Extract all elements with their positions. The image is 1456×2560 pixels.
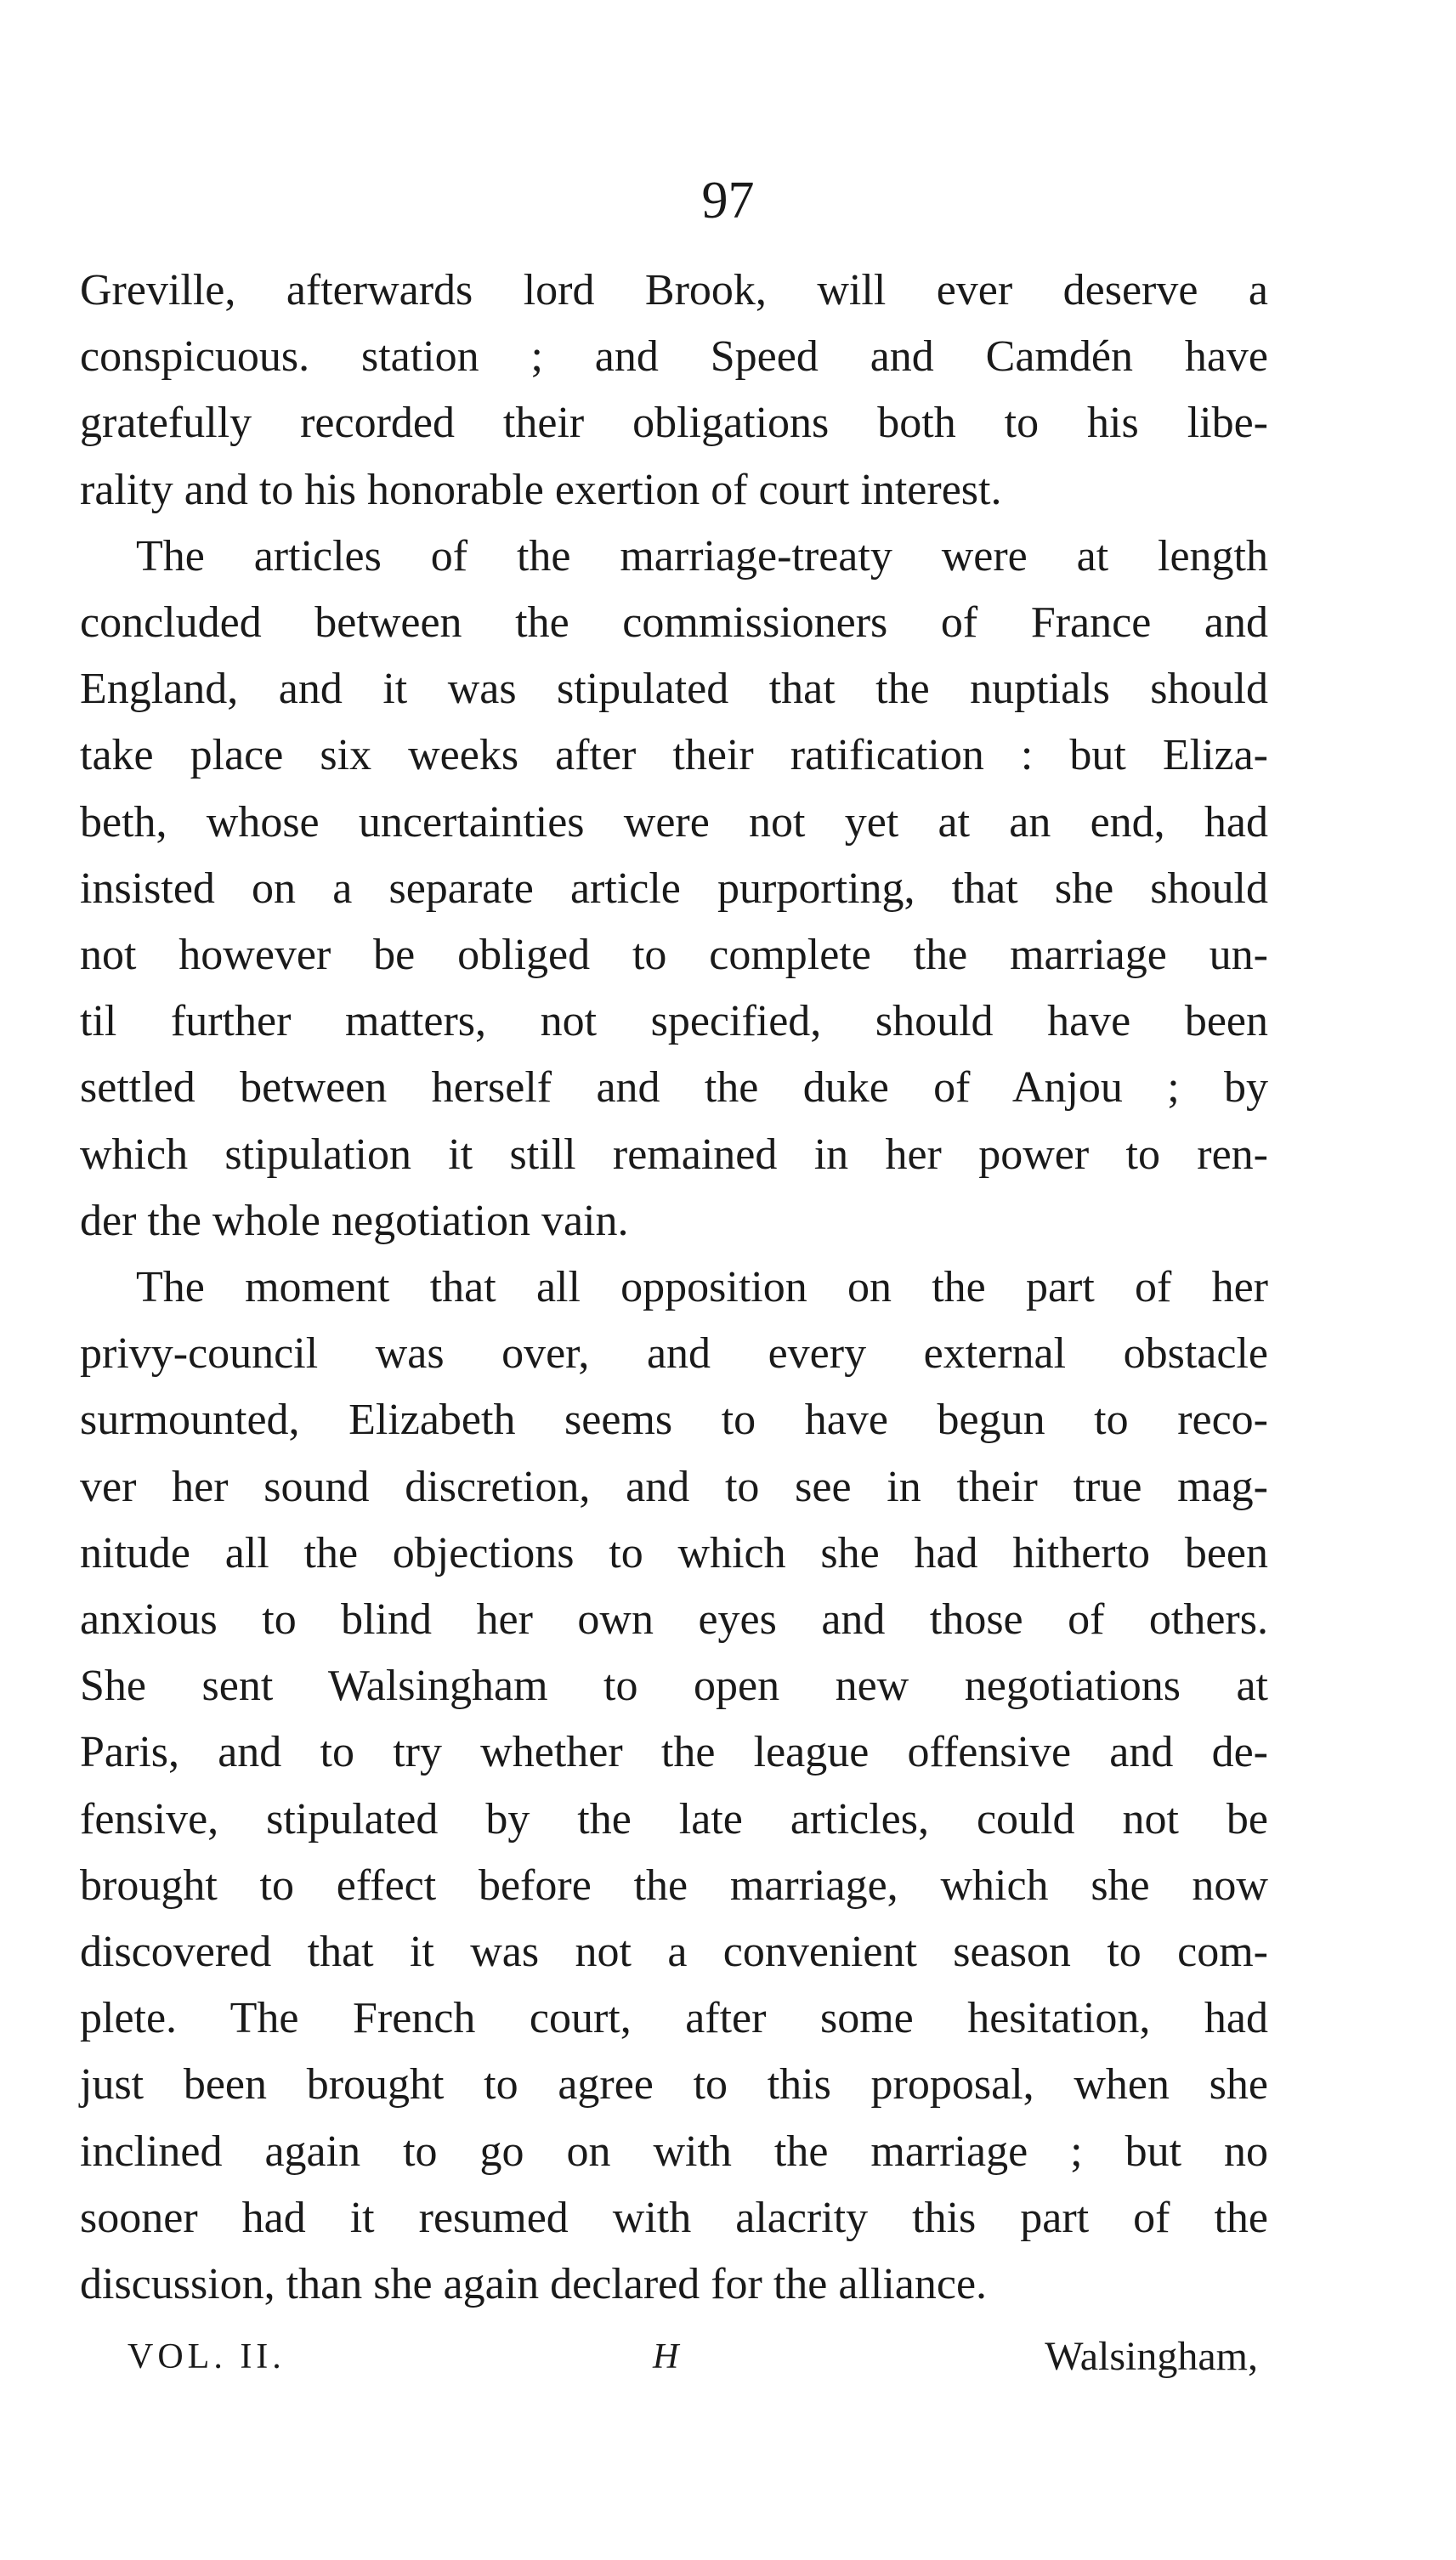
text-line: nitude all the objections to which she had hitherto been: [80, 1528, 1268, 1577]
text-line: til further matters, not specified, should have been: [80, 997, 1268, 1046]
page-number: 97: [701, 172, 755, 229]
text-line: discovered that it was not a convenient season to com-: [80, 1928, 1268, 1977]
paragraph: [80, 1255, 1268, 2318]
text-line: which stipulation it still remained in her power to ren-: [80, 1130, 1268, 1179]
text-line: discussion, than she again declared for the alliance.: [80, 2260, 988, 2309]
paragraph: [80, 524, 1268, 1255]
text-line: brought to effect before the marriage, which she now: [80, 1861, 1268, 1910]
text-line: beth, whose uncertainties were not yet at an end, had: [80, 797, 1268, 847]
volume-label: VOL. II.: [127, 2337, 286, 2376]
text-line: rality and to his honorable exertion of court interest.: [80, 465, 1002, 514]
text-line: The articles of the marriage-treaty were at length: [136, 531, 1268, 581]
text-line: sooner had it resumed with alacrity this part of the: [80, 2193, 1268, 2242]
text-line: privy-council was over, and every external obstacle: [80, 1329, 1268, 1379]
text-line: Greville, afterwards lord Brook, will ever deserve a: [80, 266, 1268, 314]
paragraph: [80, 258, 1268, 524]
text-line: She sent Walsingham to open new negotiations at: [80, 1662, 1268, 1711]
text-line: England, and it was stipulated that the nuptials should: [80, 665, 1268, 714]
text-line: settled between herself and the duke of Anjou ; by: [80, 1063, 1268, 1113]
text-line: The moment that all opposition on the part of her: [136, 1263, 1268, 1312]
text-line: inclined again to go on with the marriage ; but no: [80, 2127, 1268, 2176]
text-line: concluded between the commissioners of France and: [80, 598, 1268, 648]
text-line: anxious to blind her own eyes and those of others.: [80, 1595, 1268, 1645]
body-text: [80, 258, 1268, 2318]
signature-mark: H: [653, 2337, 679, 2376]
text-line: plete. The French court, after some hesitation, had: [80, 1994, 1268, 2043]
text-line: conspicuous. station ; and Speed and Camdén have: [80, 332, 1268, 382]
text-line: Paris, and to try whether the league offensive and de-: [80, 1728, 1268, 1777]
text-line: take place six weeks after their ratification : but Eliza-: [80, 731, 1268, 780]
text-line: insisted on a separate article purporting, that she should: [80, 864, 1268, 913]
catchword: Walsingham,: [1045, 2334, 1258, 2379]
text-line: not however be obliged to complete the marriage un-: [80, 931, 1268, 980]
text-line: ver her sound discretion, and to see in their true mag-: [80, 1462, 1268, 1511]
text-line: just been brought to agree to this proposal, when she: [80, 2060, 1268, 2110]
text-line: fensive, stipulated by the late articles, could not be: [80, 1794, 1268, 1844]
text-line: gratefully recorded their obligations both to his libe-: [80, 399, 1268, 448]
page-footer: [127, 2329, 1258, 2385]
text-line: der the whole negotiation vain.: [80, 1196, 629, 1245]
text-line: surmounted, Elizabeth seems to have begun to reco-: [80, 1396, 1268, 1445]
